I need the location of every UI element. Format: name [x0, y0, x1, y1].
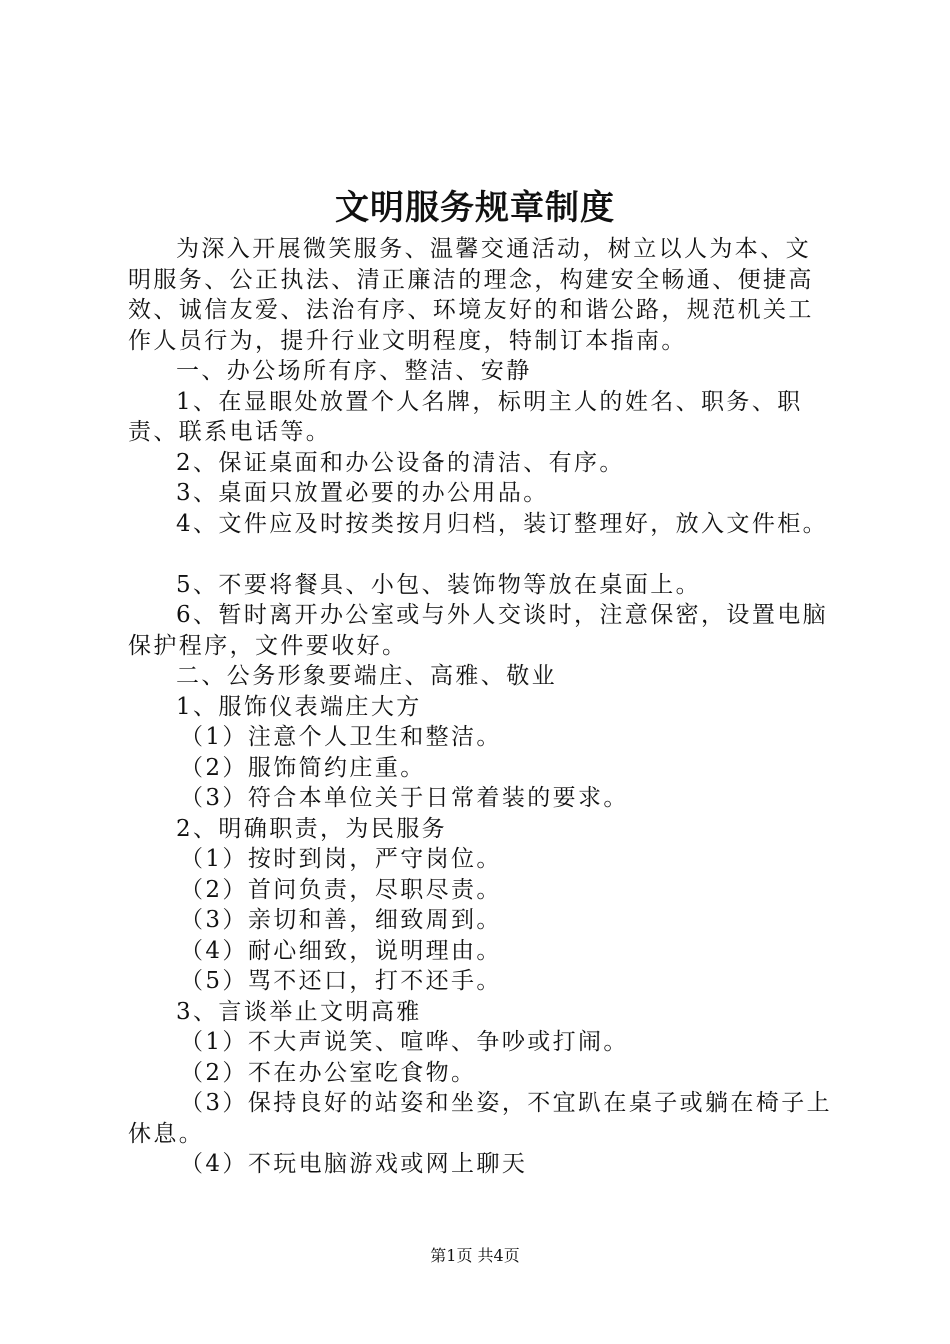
section-2-heading: 二、公务形象要端庄、高雅、敬业	[176, 663, 557, 689]
intro-paragraph: 为深入开展微笑服务、温馨交通活动，树立以人为本、文明服务、公正执法、清正廉洁的理念，构建安全畅通、便捷高效、诚信友爱、法治有序、环境友好的和谐公路，规范机关工作人员行为，提升行业文明程度，特制订本指南。	[128, 236, 814, 354]
section-1-item: 3、桌面只放置必要的办公用品。	[176, 480, 549, 506]
group-3-item: （2）不在办公室吃食物。	[180, 1059, 477, 1086]
group-3-item: （4）不玩电脑游戏或网上聊天	[180, 1151, 528, 1177]
group-1-item: （1）注意个人卫生和整洁。	[180, 724, 502, 750]
group-2-item: （5）骂不还口，打不还手。	[180, 968, 502, 994]
section-1-item: 6、暂时离开办公室或与外人交谈时，注意保密，设置电脑保护程序，文件要收好。	[128, 602, 829, 659]
section-1-item: 1、在显眼处放置个人名牌，标明主人的姓名、职务、职责、联系电话等。	[128, 388, 803, 445]
section-1-item: 2、保证桌面和办公设备的清洁、有序。	[176, 449, 625, 476]
page-footer: 第1页 共4页	[430, 1246, 520, 1265]
group-1-item: （2）服饰简约庄重。	[180, 754, 426, 781]
group-3-item: （1）不大声说笑、喧哗、争吵或打闹。	[180, 1029, 629, 1055]
section-1-item: 4、文件应及时按类按月归档，装订整理好，放入文件柜。	[176, 510, 829, 537]
group-2-item: （3）亲切和善，细致周到。	[180, 907, 502, 933]
group-1-item: （3）符合本单位关于日常着装的要求。	[180, 785, 629, 811]
group-1-heading: 1、服饰仪表端庄大方	[176, 693, 422, 720]
group-2-item: （1）按时到岗，严守岗位。	[180, 846, 502, 872]
section-1-item: 5、不要将餐具、小包、装饰物等放在桌面上。	[176, 571, 702, 598]
document-title: 文明服务规章制度	[335, 188, 615, 228]
document-body	[128, 234, 836, 1180]
group-3-item: （3）保持良好的站姿和坐姿，不宜趴在桌子或躺在椅子上休息。	[128, 1090, 833, 1147]
section-1-heading: 一、办公场所有序、整洁、安静	[176, 358, 532, 384]
group-3-heading: 3、言谈举止文明高雅	[176, 998, 422, 1025]
group-2-item: （2）首问负责，尽职尽责。	[180, 876, 502, 903]
group-2-item: （4）耐心细致，说明理由。	[180, 937, 502, 964]
group-2-heading: 2、明确职责，为民服务	[176, 815, 448, 842]
blank-line	[128, 539, 836, 570]
